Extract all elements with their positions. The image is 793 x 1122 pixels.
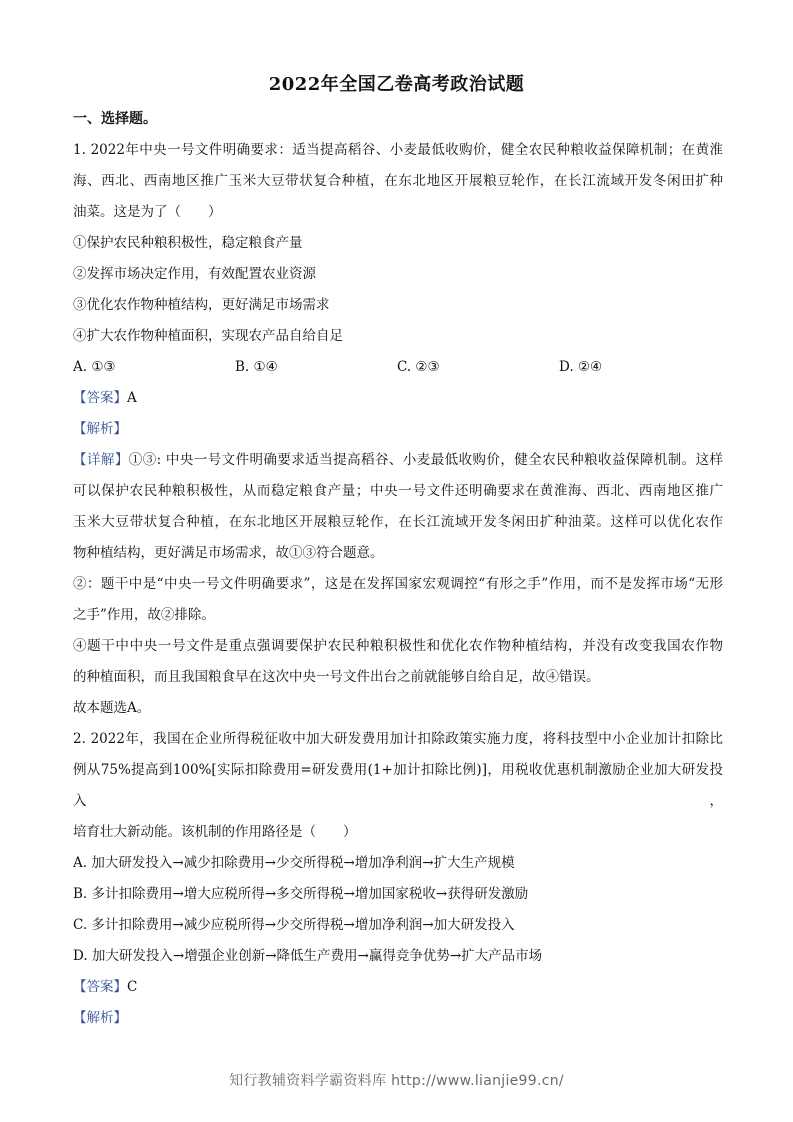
q1-answer-value: A	[127, 390, 137, 406]
q1-option-c: C. ②③	[397, 359, 440, 375]
footer-watermark: 知行教辅资料学霸资料库 http://www.lianjie99.cn/	[229, 1073, 564, 1089]
page-title: 2022年全国乙卷高考政治试题	[268, 74, 525, 95]
q2-option-b: B. 多计扣除费用→增大应税所得→多交所得税→增加国家税收→获得研发激励	[73, 886, 529, 902]
q1-option-b: B. ①④	[235, 359, 278, 375]
q1-detail-line-6: 之手”作用，故②排除。	[73, 607, 215, 623]
q1-stem-line-3: 油菜。这是为了（ ）	[73, 204, 222, 220]
q2-stem-line-1: 2. 2022年，我国在企业所得税征收中加大研发费用加计扣除政策实施力度，将科技型中小企业加计扣除比	[73, 731, 723, 747]
q1-stem-line-2: 海、西北、西南地区推广玉米大豆带状复合种植，在东北地区开展粮豆轮作，在长江流域开发冬闲田扩种	[73, 173, 723, 189]
q1-detail-line-4: 物种植结构，更好满足市场需求，故①③符合题意。	[73, 545, 384, 561]
q1-detail-line-7: ④题干中中央一号文件是重点强调要保护农民种粮积极性和优化农作物种植结构，并没有改变我国农作物	[73, 638, 723, 654]
q2-answer	[73, 972, 723, 1003]
q2-answer-tag: 【答案】	[73, 979, 127, 995]
q1-item-2: ②发挥市场决定作用，有效配置农业资源	[73, 266, 316, 282]
q1-detail-text-1: ①③: 中央一号文件明确要求适当提高稻谷、小麦最低收购价，健全农民种粮收益保障机制。这样	[128, 452, 723, 468]
q2-stem-line-2: 例从75%提高到100%[实际扣除费用=研发费用(1+加计扣除比例)]，用税收优惠机制激励企业加大研发投入，	[73, 762, 723, 809]
q1-detail-line-3: 玉米大豆带状复合种植，在东北地区开展粮豆轮作，在长江流域开发冬闲田扩种油菜。这样可以优化农作	[73, 514, 723, 530]
q1-detail-line-9: 故本题选A。	[73, 700, 151, 716]
q1-stem-line-1: 1. 2022年中央一号文件明确要求：适当提高稻谷、小麦最低收购价，健全农民种粮收益保障机制；在黄淮	[73, 142, 723, 158]
q1-answer	[73, 383, 723, 414]
q2-option-a: A. 加大研发投入→减少扣除费用→少交所得税→增加净利润→扩大生产规模	[73, 855, 515, 871]
q1-item-3: ③优化农作物种植结构，更好满足市场需求	[73, 297, 330, 313]
q1-detail-line-2: 可以保护农民种粮积极性，从而稳定粮食产量；中央一号文件还明确要求在黄淮海、西北、西南地区推广	[73, 483, 723, 499]
q1-item-4: ④扩大农作物种植面积，实现农产品自给自足	[73, 328, 343, 344]
q2-answer-value: C	[127, 979, 138, 995]
q2-analysis-tag: 【解析】	[73, 1010, 127, 1026]
q2-stem-line-3: 培育壮大新动能。该机制的作用路径是（ ）	[73, 824, 357, 840]
q1-options	[73, 352, 723, 383]
q1-answer-tag: 【答案】	[73, 390, 127, 406]
q1-detail-tag: 【详解】	[73, 452, 129, 468]
q1-option-d: D. ②④	[559, 359, 603, 375]
q1-detail-line-8: 的种植面积，而且我国粮食早在这次中央一号文件出台之前就能够自给自足，故④错误。	[73, 669, 600, 685]
section-heading: 一、选择题。	[73, 111, 157, 127]
q1-item-1: ①保护农民种粮积极性，稳定粮食产量	[73, 235, 303, 251]
q1-detail-line-5: ②：题干中是“中央一号文件明确要求”，这是在发挥国家宏观调控“有形之手”作用，而不是发挥市场“无形	[73, 576, 723, 592]
q1-analysis-tag: 【解析】	[73, 421, 127, 437]
q2-option-d: D. 加大研发投入→增强企业创新→降低生产费用→赢得竞争优势→扩大产品市场	[73, 948, 543, 964]
q1-option-a: A. ①③	[73, 359, 116, 375]
q1-detail-line-1	[73, 445, 723, 476]
document-body	[73, 104, 723, 1034]
q2-option-c: C. 多计扣除费用→减少应税所得→少交所得税→增加净利润→加大研发投入	[73, 917, 515, 933]
